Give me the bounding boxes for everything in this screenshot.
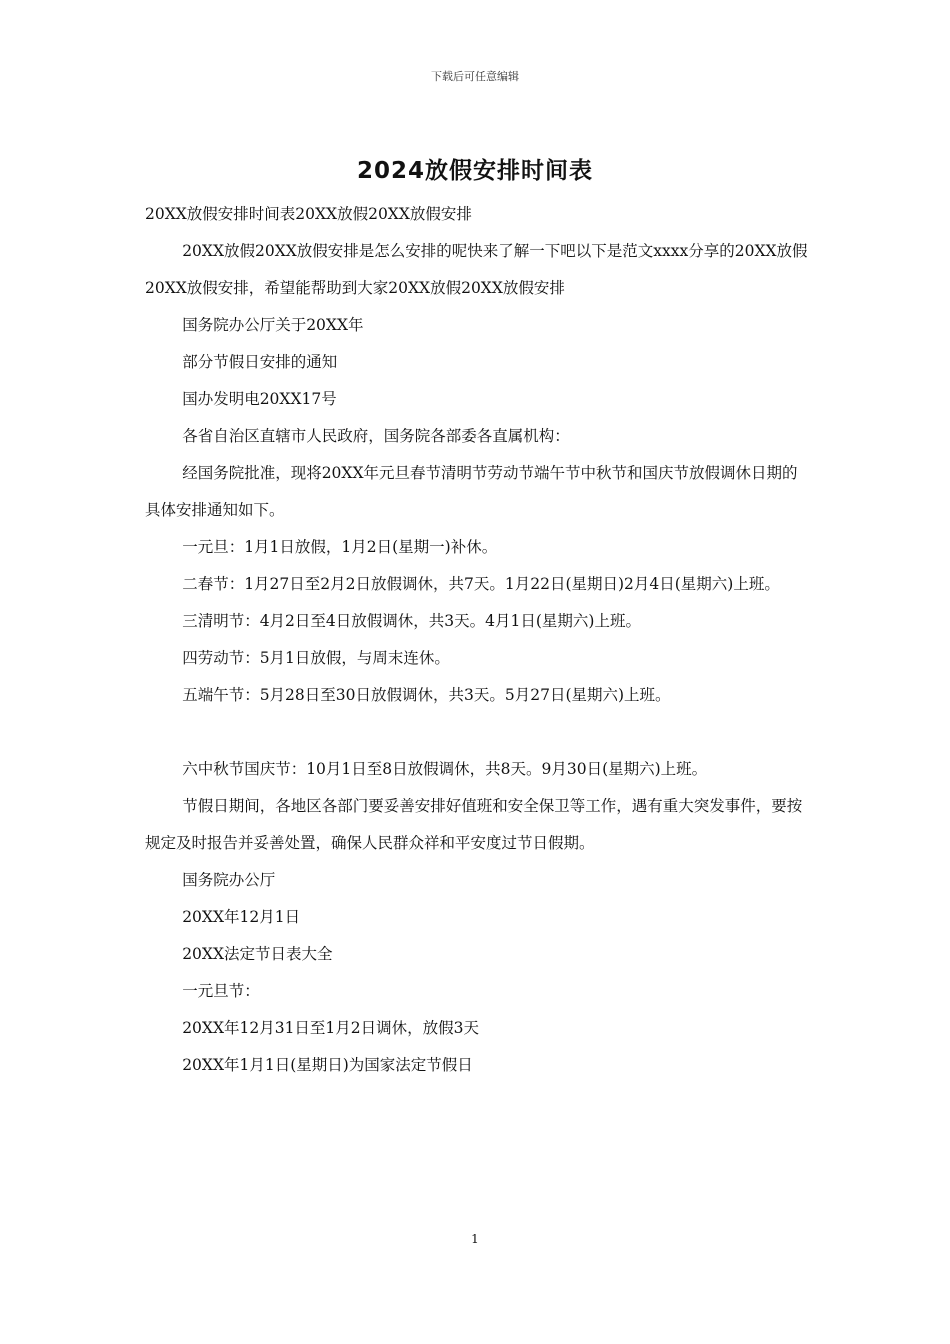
paragraph-holiday-list-title: 20XX法定节日表大全	[182, 945, 333, 963]
paragraph-new-year-section: 一元旦节：	[182, 982, 260, 1000]
paragraph-mid-autumn-national-day: 六中秋节国庆节：10月1日至8日放假调休，共8天。9月30日(星期六)上班。	[182, 760, 708, 778]
document-body	[145, 196, 810, 1084]
header-note: 下载后可任意编辑	[431, 70, 519, 83]
blank-line	[145, 714, 810, 751]
paragraph-document-number: 国办发明电20XX17号	[182, 390, 337, 408]
paragraph-new-year: 一元旦：1月1日放假，1月2日(星期一)补休。	[182, 538, 498, 556]
paragraph-addressee: 各省自治区直辖市人民政府，国务院各部委各直属机构：	[182, 427, 570, 445]
paragraph-summary: 20XX放假20XX放假安排是怎么安排的呢快来了解一下吧以下是范文xxxx分享的20XX放假20XX放假安排，希望能帮助到大家20XX放假20XX放假安排	[145, 242, 808, 297]
paragraph-duty-instructions: 节假日期间，各地区各部门要妥善安排好值班和安全保卫等工作，遇有重大突发事件，要按规定及时报告并妥善处置，确保人民群众祥和平安度过节日假期。	[145, 797, 803, 852]
document-title: 2024放假安排时间表	[356, 158, 593, 184]
paragraph-labor-day: 四劳动节：5月1日放假，与周末连休。	[182, 649, 450, 667]
paragraph-notice-title-2: 部分节假日安排的通知	[182, 353, 338, 371]
paragraph-new-year-dates: 20XX年12月31日至1月2日调休，放假3天	[182, 1019, 480, 1037]
paragraph-intro: 20XX放假安排时间表20XX放假20XX放假安排	[145, 205, 472, 223]
paragraph-qingming: 三清明节：4月2日至4日放假调休，共3天。4月1日(星期六)上班。	[182, 612, 641, 630]
paragraph-spring-festival: 二春节：1月27日至2月2日放假调休，共7天。1月22日(星期日)2月4日(星期六)上班。	[182, 575, 780, 593]
paragraph-signature: 国务院办公厅	[182, 871, 276, 889]
paragraph-date: 20XX年12月1日	[182, 908, 301, 926]
paragraph-notice-title-1: 国务院办公厅关于20XX年	[182, 316, 364, 334]
paragraph-dragon-boat: 五端午节：5月28日至30日放假调休，共3天。5月27日(星期六)上班。	[182, 686, 671, 704]
paragraph-approval: 经国务院批准，现将20XX年元旦春节清明节劳动节端午节中秋节和国庆节放假调休日期的具体安排通知如下。	[145, 464, 798, 519]
page-number: 1	[471, 1232, 479, 1246]
paragraph-new-year-legal: 20XX年1月1日(星期日)为国家法定节假日	[182, 1056, 473, 1074]
